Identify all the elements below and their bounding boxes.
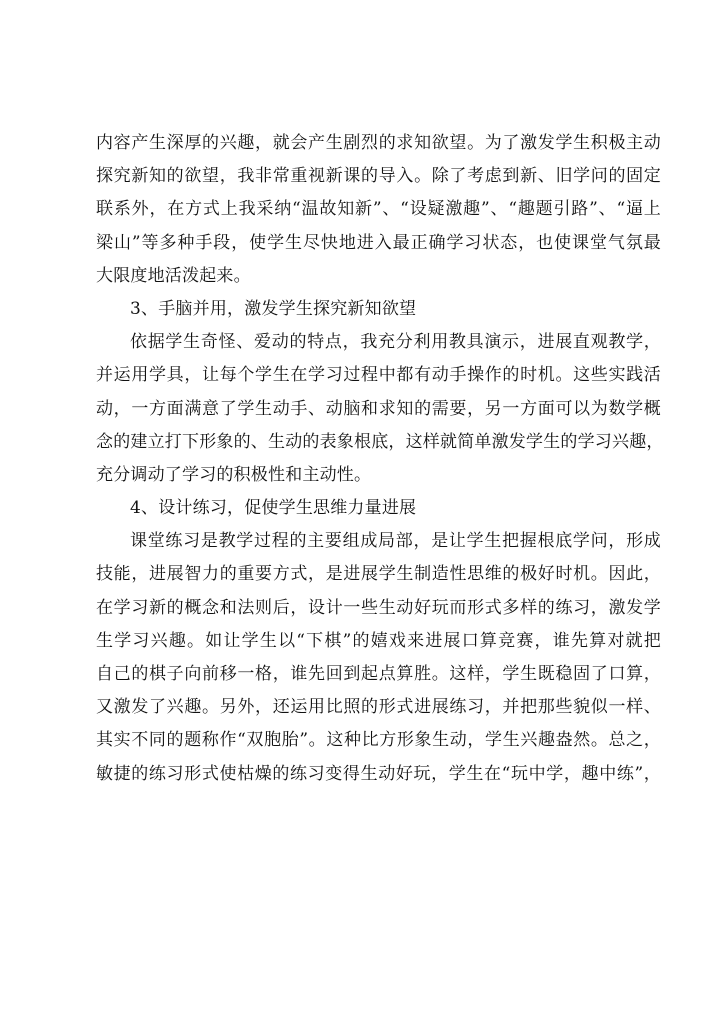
text-line: 念的建立打下形象的、生动的表象根底，这样就简单激发学生的学习兴趣， (96, 431, 664, 452)
text-line: 技能，进展智力的重要方式，是进展学生制造性思维的极好时机。因此， (96, 564, 661, 585)
text-line: 并运用学具，让每个学生在学习过程中都有动手操作的时机。这些实践活 (96, 365, 661, 386)
text-line: 联系外，在方式上我采纳“温故知新”、“设疑激趣”、“趣题引路”、“逼上 (96, 199, 661, 220)
text-line: 生学习兴趣。如让学生以“下棋”的嬉戏来进展口算竞赛，谁先算对就把 (96, 630, 661, 651)
text-line: 自己的棋子向前移一格，谁先回到起点算胜。这样，学生既稳固了口算， (96, 664, 661, 684)
text-line: 又激发了兴趣。另外，还运用比照的形式进展练习，并把那些貌似一样、 (96, 697, 661, 718)
paragraph-practice (96, 525, 661, 791)
text-line: 大限度地活泼起来。 (96, 265, 251, 286)
text-line: 敏捷的练习形式使枯燥的练习变得生动好玩，学生在“玩中学，趣中练”， (96, 763, 661, 784)
paragraph-hands-on (96, 326, 664, 492)
section-heading-4: 4、设计练习，促使学生思维力量进展 (130, 498, 417, 519)
text-line: 动，一方面满意了学生动手、动脑和求知的需要，另一方面可以为数学概 (96, 398, 661, 419)
text-line: 充分调动了学习的积极性和主动性。 (96, 464, 372, 485)
text-line: 在学习新的概念和法则后，设计一些生动好玩而形式多样的练习，激发学 (96, 597, 661, 618)
text-line: 探究新知的欲望，我非常重视新课的导入。除了考虑到新、旧学问的固定 (96, 166, 661, 187)
text-line: 内容产生深厚的兴趣，就会产生剧烈的求知欲望。为了激发学生积极主动 (96, 133, 661, 153)
text-line: 依据学生奇怪、爱动的特点，我充分利用教具演示，进展直观教学， (130, 332, 661, 353)
paragraph-motivation (96, 127, 661, 293)
text-line: 梁山”等多种手段，使学生尽快地进入最正确学习状态，也使课堂气氛最 (96, 232, 661, 253)
document-body (96, 127, 664, 791)
text-line: 其实不同的题称作“双胞胎”。这种比方形象生动，学生兴趣盎然。总之， (96, 730, 661, 751)
section-heading-3: 3、手脑并用，激发学生探究新知欲望 (130, 298, 417, 319)
text-line: 课堂练习是教学过程的主要组成局部，是让学生把握根底学问，形成 (130, 531, 661, 552)
